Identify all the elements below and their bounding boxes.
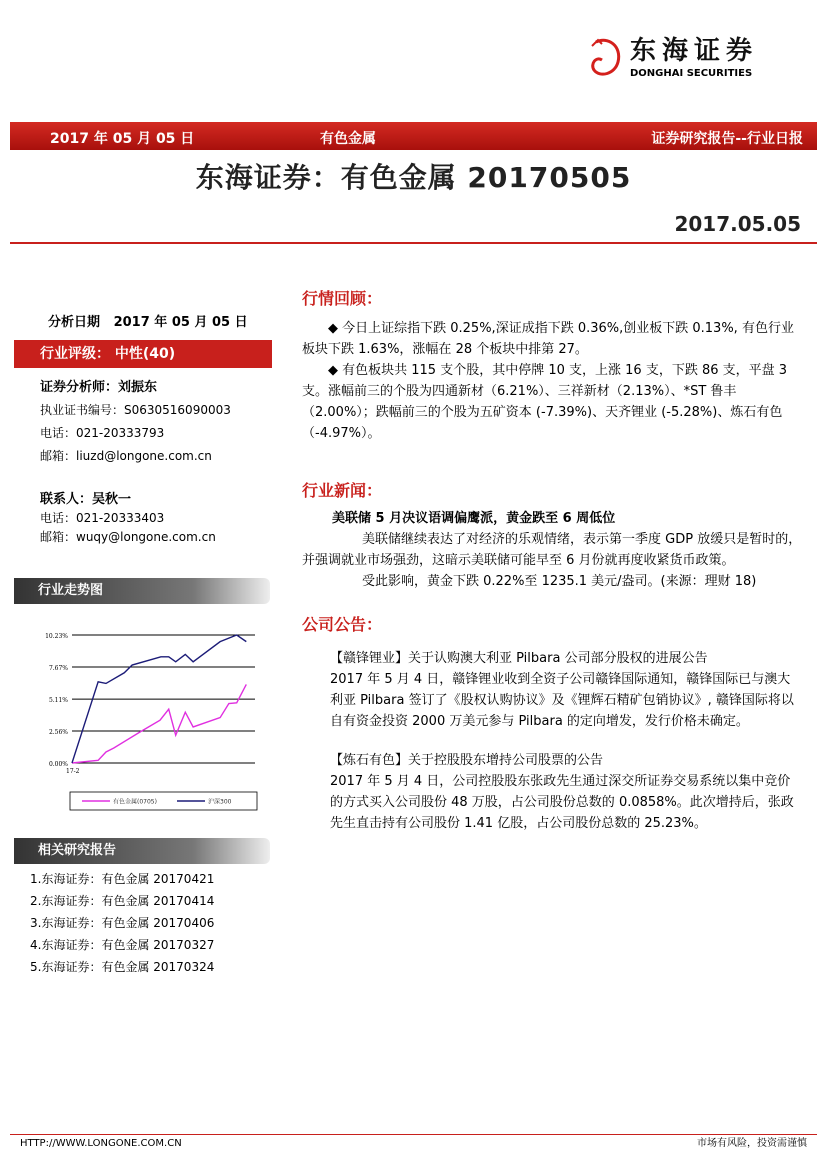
news-headline: 美联储 5 月决议语调偏鹰派，黄金跌至 6 周低位 <box>332 511 616 526</box>
announcement-2-body: 2017 年 5 月 4 日，公司控股股东张政先生通过深交所证券交易系统以集中竞价的方式买入公司股份 48 万股，占公司股份总数的 0.0858%。此次增持后，张政先生直击持有公司股份 1.41 亿股，占公司股份总数的 25.23%。 <box>330 774 794 831</box>
market-review-p2: ◆ 有色板块共 115 支个股，其中停牌 10 支，上涨 16 支，下跌 86 支，平盘 3 支。涨幅前三的个股为四通新材（6.21%）、三祥新材（2.13%）、*ST 鲁丰（2.00%）；跌幅前三的个股为五矿资本 (-7.39%)、天齐锂业 (-5.28%)、炼石有色（-4.97%）。 <box>302 363 788 441</box>
header-date: 2017 年 05 月 05 日 <box>50 131 195 147</box>
section-industry-news-title: 行业新闻： <box>302 481 383 500</box>
section-market-review <box>302 288 802 444</box>
market-review-p1: ◆ 今日上证综指下跌 0.25%,深证成指下跌 0.36%,创业板下跌 0.13%, 有色行业板块下跌 1.63%，涨幅在 28 个板块中排第 27。 <box>302 321 794 357</box>
page-title: 东海证券：有色金属 20170505 <box>195 161 632 194</box>
logo-en: DONGHAI SECURITIES <box>630 68 753 79</box>
analysis-date <box>48 314 248 332</box>
legend-label: 沪深300 <box>208 798 232 806</box>
footer-divider <box>10 1134 817 1135</box>
footer-disclaimer: 市场有风险，投资需谨慎 <box>697 1138 807 1149</box>
analysis-date-value: 2017 年 05 月 05 日 <box>113 315 248 330</box>
related-report-link[interactable]: 2.东海证券：有色金属 20170414 <box>30 894 215 908</box>
related-reports-title: 相关研究报告 <box>14 838 270 864</box>
divider <box>10 242 817 244</box>
x-tick-label: 17-2 <box>66 768 80 775</box>
news-p2: 受此影响，黄金下跌 0.22%至 1235.1 美元/盎司。(来源：理财 18) <box>362 574 757 589</box>
logo-cn: 东海证券 <box>630 36 759 66</box>
related-report-link[interactable]: 3.东海证券：有色金属 20170406 <box>30 916 215 930</box>
section-company-announcements-title: 公司公告： <box>302 615 383 634</box>
announcement-2-title: 【炼石有色】关于控股股东增持公司股票的公告 <box>330 753 604 768</box>
legend-label: 有色金属(0705) <box>113 798 157 806</box>
header-type: 证券研究报告--行业日报 <box>651 131 803 147</box>
y-tick-label: 0.00% <box>48 761 68 768</box>
industry-rating: 行业评级： 中性(40) <box>14 340 272 368</box>
analyst-name: 证券分析师：刘振东 <box>40 380 158 395</box>
trend-chart <box>20 620 260 820</box>
related-reports-list <box>30 868 214 978</box>
trend-chart-title: 行业走势图 <box>14 578 270 604</box>
series-line-0 <box>72 684 246 763</box>
analyst-phone: 电话：021-20333793 <box>40 426 165 440</box>
header-sector: 有色金属 <box>320 131 376 147</box>
announcement-1-body: 2017 年 5 月 4 日，赣锋锂业收到全资子公司赣锋国际通知，赣锋国际已与澳大利亚 Pilbara 签订了《股权认购协议》及《锂辉石精矿包销协议》, 赣锋国际将以自有资金投资 2000 万美元参与 Pilbara 的定向增发，发行价格未确定。 <box>330 672 794 729</box>
related-report-link[interactable]: 4.东海证券：有色金属 20170327 <box>30 938 215 952</box>
related-report-link[interactable]: 1.东海证券：有色金属 20170421 <box>30 872 215 886</box>
related-report-link[interactable]: 5.东海证券：有色金属 20170324 <box>30 960 215 974</box>
analyst-cert: 执业证书编号：S0630516090003 <box>40 403 231 417</box>
y-tick-label: 7.67% <box>48 665 68 673</box>
footer-url[interactable]: HTTP://WWW.LONGONE.COM.CN <box>20 1138 182 1149</box>
contact-phone: 电话：021-20333403 <box>40 511 165 525</box>
section-market-review-title: 行情回顾： <box>302 289 383 308</box>
y-tick-label: 10.23% <box>45 633 68 640</box>
y-tick-label: 5.11% <box>48 697 68 705</box>
analysis-date-label: 分析日期 <box>48 315 101 330</box>
analyst-email[interactable]: 邮箱：liuzd@longone.com.cn <box>40 449 212 463</box>
header-bar <box>10 122 817 150</box>
main-column <box>302 288 802 856</box>
section-industry-news <box>302 480 802 592</box>
announcement-1-title: 【赣锋锂业】关于认购澳大利亚 Pilbara 公司部分股权的进展公告 <box>330 651 708 666</box>
contact-email[interactable]: 邮箱：wuqy@longone.com.cn <box>40 530 216 544</box>
report-date: 2017.05.05 <box>674 212 801 236</box>
contact-name: 联系人：吴秋一 <box>40 492 132 507</box>
section-company-announcements <box>302 614 802 834</box>
news-p1: 美联储继续表达了对经济的乐观情绪，表示第一季度 GDP 放缓只是暂时的，并强调就业市场强劲，这暗示美联储可能早至 6 月份就再度收紧货币政策。 <box>302 532 802 568</box>
y-tick-label: 2.56% <box>48 728 68 736</box>
dragon-logo-icon <box>588 36 624 80</box>
